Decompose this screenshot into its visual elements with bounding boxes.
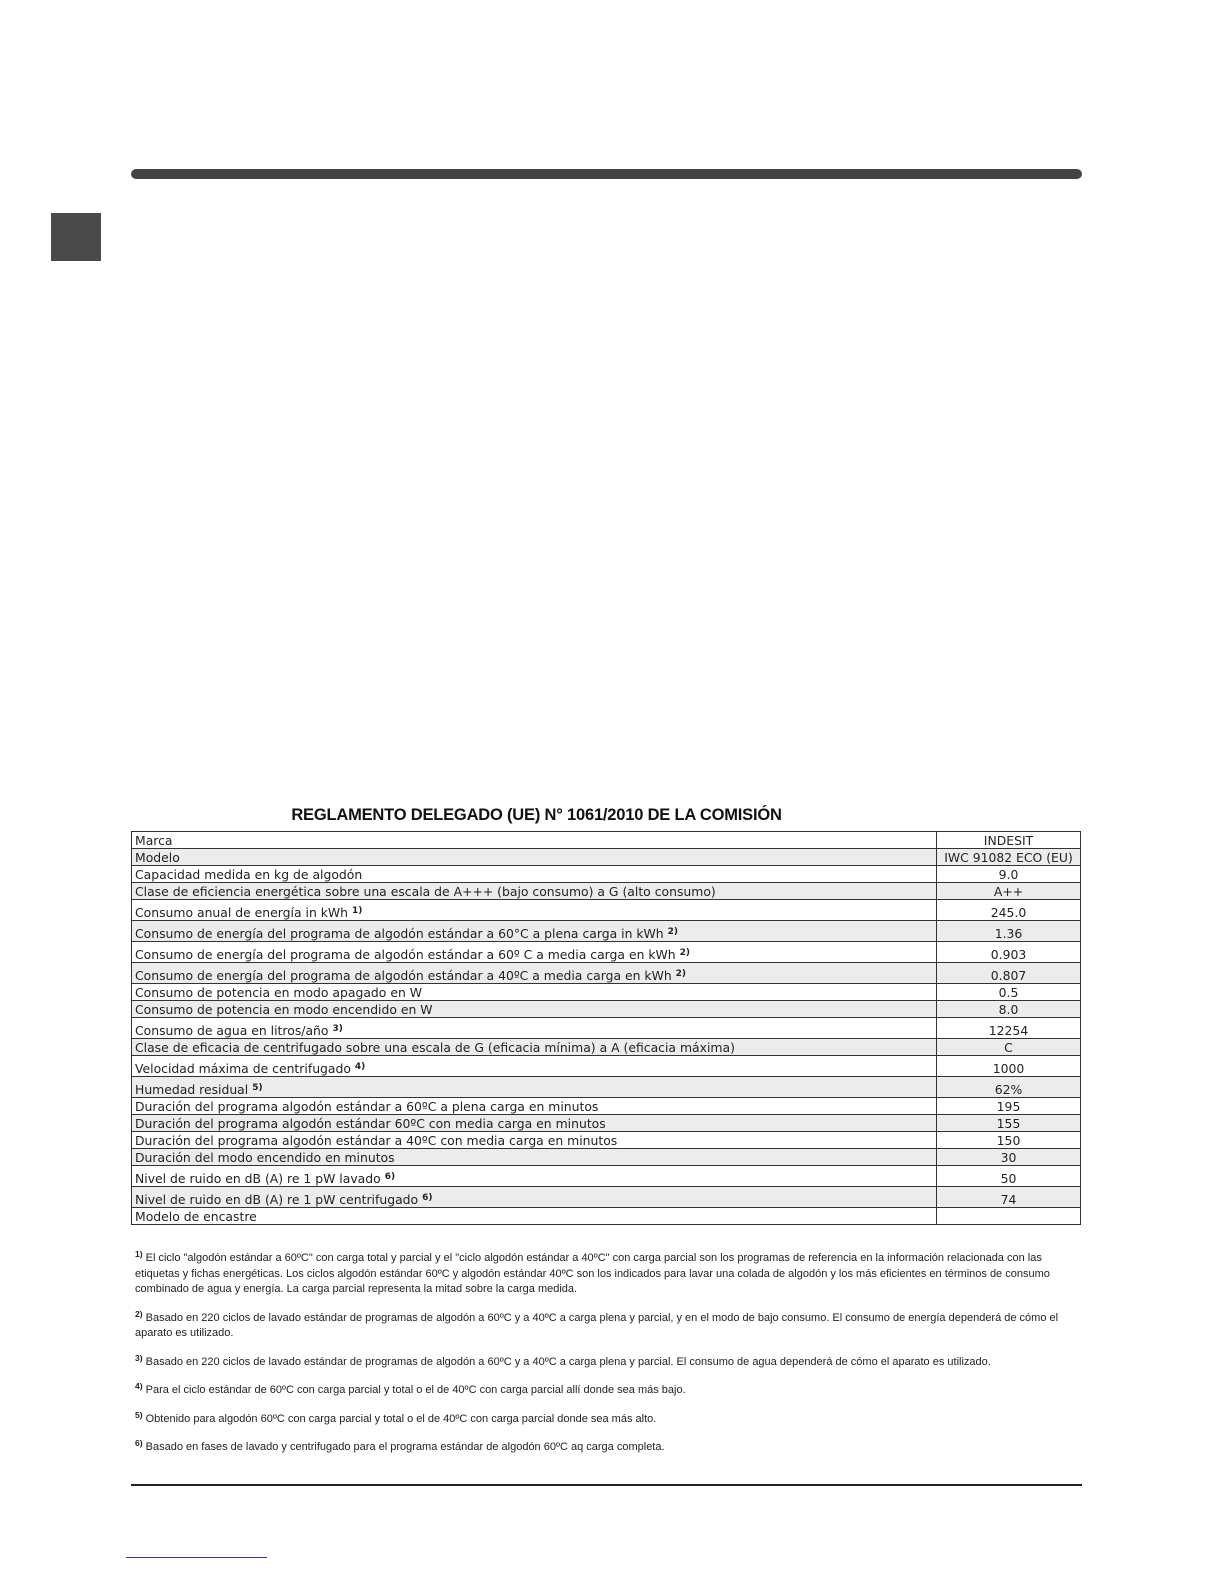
spec-label-cell <box>132 942 937 963</box>
spec-label-cell <box>132 1077 937 1098</box>
spec-table <box>131 831 1081 1225</box>
spec-value: 245.0 <box>937 900 1081 921</box>
spec-value: 50 <box>937 1166 1081 1187</box>
footnote-reference: 6) <box>422 1193 433 1203</box>
spec-label: Clase de eficacia de centrifugado sobre una escala de G (eficacia mínima) a A (eficacia máxima) <box>135 1040 735 1055</box>
spec-label: Duración del modo encendido en minutos <box>135 1150 395 1165</box>
spec-value: 0.903 <box>937 942 1081 963</box>
footnote-text: Para el ciclo estándar de 60ºC con carga parcial y total o el de 40ºC con carga parcial allí donde sea más bajo. <box>145 1384 686 1396</box>
bottom-horizontal-rule <box>131 1484 1082 1486</box>
spec-label-cell <box>132 1132 937 1149</box>
table-row <box>132 866 1081 883</box>
footnote <box>135 1409 1080 1428</box>
footnote-mark: 6) <box>135 1438 143 1448</box>
spec-label-cell <box>132 900 937 921</box>
footnote-text: Basado en 220 ciclos de lavado estándar de programas de algodón a 60ºC y a 40ºC a carga plena y parcial. El consumo de agua dependerá de cómo el aparato es utilizado. <box>145 1355 991 1368</box>
spec-label-cell <box>132 921 937 942</box>
spec-value: 30 <box>937 1149 1081 1166</box>
spec-label: Duración del programa algodón estándar 60ºC con media carga en minutos <box>135 1116 606 1131</box>
table-row <box>132 849 1081 866</box>
spec-label-cell <box>132 1208 937 1225</box>
footnote-mark: 2) <box>135 1308 143 1319</box>
top-horizontal-rule <box>131 169 1082 179</box>
table-row <box>132 1149 1081 1166</box>
spec-label-cell <box>132 984 937 1001</box>
table-row <box>132 942 1081 963</box>
footnote-text: Basado en fases de lavado y centrifugado para el programa estándar de algodón 60ºC aq carga completa. <box>145 1441 665 1453</box>
footnote-mark: 4) <box>135 1381 143 1391</box>
spec-value: 0.5 <box>937 984 1081 1001</box>
spec-value: 9.0 <box>937 866 1081 883</box>
spec-label-cell <box>132 849 937 866</box>
footnotes <box>135 1251 1080 1469</box>
spec-label: Nivel de ruido en dB (A) re 1 pW centrifugado <box>135 1192 419 1207</box>
table-row <box>132 1001 1081 1018</box>
footnote-mark: 3) <box>135 1352 143 1363</box>
spec-label: Modelo de encastre <box>135 1209 257 1224</box>
spec-value: 155 <box>937 1115 1081 1132</box>
table-row <box>132 900 1081 921</box>
table-row <box>132 1208 1081 1225</box>
footnote-text: Obtenido para algodón 60ºC con carga parcial y total o el de 40ºC con carga parcial donde sea más alto. <box>145 1412 657 1425</box>
footnote-reference: 6) <box>384 1172 396 1182</box>
table-row <box>132 1166 1081 1187</box>
footnote-mark: 5) <box>135 1409 143 1420</box>
footer-link-rule <box>126 1557 267 1558</box>
regulation-title: REGLAMENTO DELEGADO (UE) N° 1061/2010 DE LA COMISIÓN <box>291 806 782 824</box>
spec-label: Capacidad medida en kg de algodón <box>135 867 363 882</box>
table-row <box>132 984 1081 1001</box>
spec-label: Consumo de potencia en modo encendido en W <box>135 1002 433 1017</box>
table-row <box>132 963 1081 984</box>
spec-label: Marca <box>135 833 173 848</box>
table-row <box>132 1056 1081 1077</box>
table-row <box>132 1018 1081 1039</box>
footnote <box>135 1251 1080 1298</box>
spec-label-cell <box>132 963 937 984</box>
spec-value: INDESIT <box>937 832 1081 849</box>
table-row <box>132 1132 1081 1149</box>
spec-label-cell <box>132 1166 937 1187</box>
spec-value: A++ <box>937 883 1081 900</box>
table-row <box>132 1115 1081 1132</box>
footnote-reference: 4) <box>354 1062 366 1072</box>
table-row <box>132 883 1081 900</box>
spec-value: 8.0 <box>937 1001 1081 1018</box>
spec-value: 0.807 <box>937 963 1081 984</box>
section-tab-marker <box>51 213 101 261</box>
spec-value: 195 <box>937 1098 1081 1115</box>
footnote-reference: 5) <box>252 1083 263 1093</box>
footnote <box>135 1352 1080 1371</box>
spec-label-cell <box>132 866 937 883</box>
spec-label: Duración del programa algodón estándar a 40ºC con media carga en minutos <box>135 1133 618 1148</box>
spec-label: Velocidad máxima de centrifugado <box>135 1061 351 1076</box>
spec-label: Modelo <box>135 850 180 865</box>
footnote-reference: 2) <box>679 948 690 958</box>
footnote-text: El ciclo "algodón estándar a 60ºC" con carga total y parcial y el "ciclo algodón estándar a 40ºC" con carga parcial son los programas de referencia en la información relacionada con las etiquetas y fichas energéticas. Los ciclos algodón estándar 60ºC y algodón estándar 40ºC son los indicados para lavar una colada de algodón y los más eficientes en términos de consumo combinado de agua y energía. La carga parcial representa la mitad sobre la carga medida. <box>135 1252 1050 1295</box>
table-row <box>132 1098 1081 1115</box>
footnote-reference: 1) <box>351 906 363 916</box>
spec-label-cell <box>132 1149 937 1166</box>
spec-label: Clase de eficiencia energética sobre una escala de A+++ (bajo consumo) a G (alto consumo) <box>135 884 716 899</box>
spec-value: 12254 <box>937 1018 1081 1039</box>
spec-label-cell <box>132 1115 937 1132</box>
table-row <box>132 1077 1081 1098</box>
spec-label-cell <box>132 1001 937 1018</box>
footnote-reference: 2) <box>675 969 687 979</box>
spec-label-cell <box>132 1187 937 1208</box>
spec-label: Consumo de energía del programa de algodón estándar a 60°C a plena carga in kWh <box>135 926 664 941</box>
footnote <box>135 1308 1080 1342</box>
spec-value: IWC 91082 ECO (EU) <box>937 849 1081 866</box>
table-row <box>132 1187 1081 1208</box>
spec-value: 74 <box>937 1187 1081 1208</box>
footnote <box>135 1440 1080 1456</box>
table-row <box>132 832 1081 849</box>
table-row <box>132 1039 1081 1056</box>
spec-label: Consumo anual de energía in kWh <box>135 905 349 920</box>
table-row <box>132 921 1081 942</box>
spec-label-cell <box>132 832 937 849</box>
spec-label: Consumo de energía del programa de algodón estándar a 60º C a media carga en kWh <box>135 947 676 962</box>
spec-value: 62% <box>937 1077 1081 1098</box>
spec-label: Consumo de potencia en modo apagado en W <box>135 985 422 1000</box>
spec-label: Duración del programa algodón estándar a 60ºC a plena carga en minutos <box>135 1099 599 1114</box>
spec-label-cell <box>132 1039 937 1056</box>
footnote-mark: 1) <box>135 1249 143 1259</box>
spec-label-cell <box>132 1056 937 1077</box>
spec-label: Humedad residual <box>135 1082 249 1097</box>
spec-value: C <box>937 1039 1081 1056</box>
spec-label: Nivel de ruido en dB (A) re 1 pW lavado <box>135 1171 381 1186</box>
spec-value: 1.36 <box>937 921 1081 942</box>
spec-value: 1000 <box>937 1056 1081 1077</box>
spec-value: 150 <box>937 1132 1081 1149</box>
footnote-text: Basado en 220 ciclos de lavado estándar de programas de algodón a 60ºC y a 40ºC a carga plena y parcial, y en el modo de bajo consumo. El consumo de energía dependerá de cómo el aparato es utilizado. <box>135 1311 1059 1339</box>
footnote <box>135 1383 1080 1399</box>
spec-label-cell <box>132 1098 937 1115</box>
spec-table-body <box>132 832 1081 1225</box>
spec-value <box>937 1208 1081 1225</box>
spec-label-cell <box>132 883 937 900</box>
spec-label: Consumo de energía del programa de algodón estándar a 40ºC a media carga en kWh <box>135 968 672 983</box>
spec-label: Consumo de agua en litros/año <box>135 1023 329 1038</box>
spec-label-cell <box>132 1018 937 1039</box>
footnote-reference: 3) <box>332 1024 343 1034</box>
footnote-reference: 2) <box>667 927 679 937</box>
